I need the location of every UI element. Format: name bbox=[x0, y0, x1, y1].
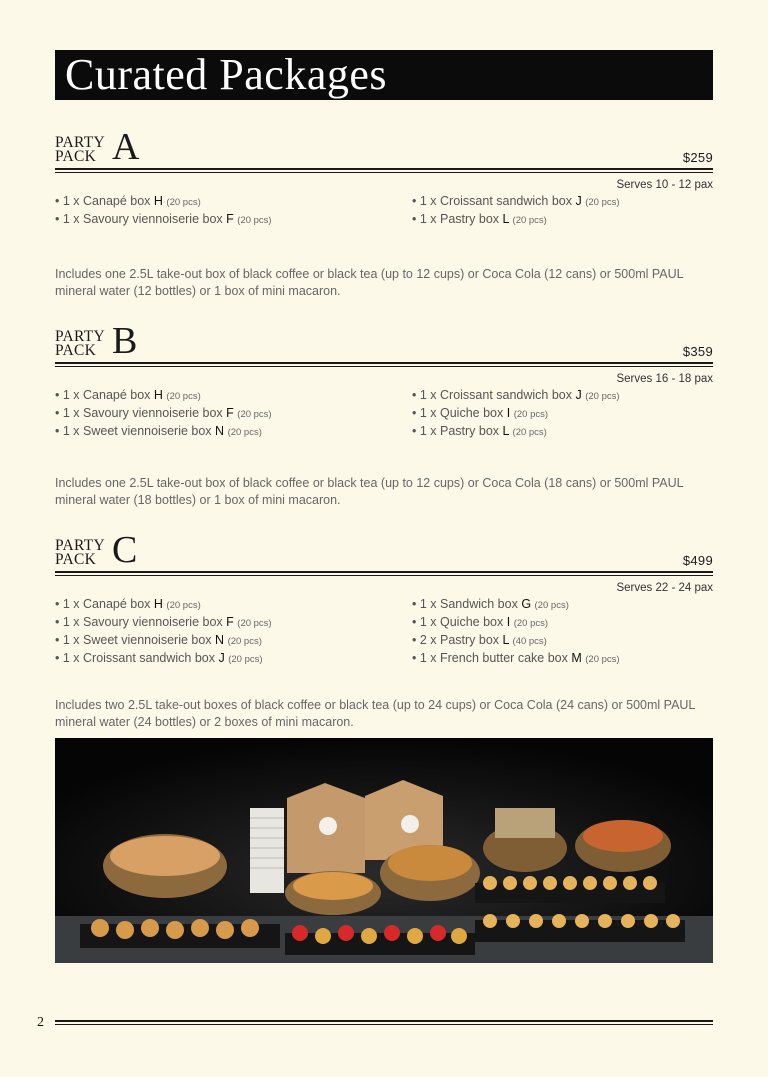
items-right-column bbox=[412, 596, 620, 668]
page-title: Curated Packages bbox=[65, 50, 387, 99]
list-item: • 1 x Quiche box I (20 pcs) bbox=[412, 406, 549, 420]
includes-text: Includes one 2.5L take-out box of black coffee or black tea (up to 12 cups) or Coca Cola (12 cans) or 500ml PAUL mineral water (12 bottles) or 1 box of mini macaron. bbox=[55, 267, 684, 298]
serves-text: Serves 16 - 18 pax bbox=[616, 373, 713, 385]
list-item: • 1 x Savoury viennoiserie box F (20 pcs) bbox=[55, 212, 272, 226]
list-item: • 1 x Canapé box H (20 pcs) bbox=[55, 597, 201, 611]
items-left-column bbox=[55, 387, 272, 441]
food-spread-illustration bbox=[55, 738, 713, 963]
items-left-column bbox=[55, 193, 272, 229]
items-right-column bbox=[412, 387, 620, 441]
list-item: • 1 x Savoury viennoiserie box F (20 pcs) bbox=[55, 615, 272, 629]
page-title-banner bbox=[55, 50, 713, 100]
pack-letter: B bbox=[112, 320, 138, 362]
serves-text: Serves 22 - 24 pax bbox=[616, 582, 713, 594]
pack-letter: C bbox=[112, 529, 138, 571]
list-item: • 1 x French butter cake box M (20 pcs) bbox=[412, 651, 620, 665]
list-item: • 1 x Croissant sandwich box J (20 pcs) bbox=[412, 388, 620, 402]
pack-word: PARTY PACK bbox=[55, 537, 105, 568]
page-number: 2 bbox=[37, 1015, 44, 1030]
pack-price: $259 bbox=[682, 150, 713, 165]
pack-price: $499 bbox=[682, 553, 713, 568]
pack-items bbox=[55, 596, 713, 672]
pack-items bbox=[55, 193, 713, 253]
list-item: • 1 x Croissant sandwich box J (20 pcs) bbox=[55, 651, 263, 665]
list-item: • 1 x Quiche box I (20 pcs) bbox=[412, 615, 549, 629]
pack-header bbox=[55, 320, 713, 362]
list-item: • 1 x Sweet viennoiserie box N (20 pcs) bbox=[55, 633, 262, 647]
list-item: • 1 x Canapé box H (20 pcs) bbox=[55, 194, 201, 208]
list-item: • 2 x Pastry box L (40 pcs) bbox=[412, 633, 547, 647]
items-left-column bbox=[55, 596, 272, 668]
footer-double-rule bbox=[55, 1020, 713, 1026]
serves-text: Serves 10 - 12 pax bbox=[616, 179, 713, 191]
party-pack-b bbox=[55, 320, 713, 507]
double-rule bbox=[55, 571, 713, 577]
includes-text: Includes one 2.5L take-out box of black coffee or black tea (up to 12 cups) or Coca Cola (18 cans) or 500ml PAUL mineral water (18 bottles) or 1 box of mini macaron. bbox=[55, 476, 684, 507]
list-item: • 1 x Sandwich box G (20 pcs) bbox=[412, 597, 569, 611]
list-item: • 1 x Pastry box L (20 pcs) bbox=[412, 424, 547, 438]
pack-header bbox=[55, 126, 713, 168]
double-rule bbox=[55, 168, 713, 174]
pack-word: PARTY PACK bbox=[55, 134, 105, 165]
pack-letter: A bbox=[112, 126, 140, 168]
list-item: • 1 x Savoury viennoiserie box F (20 pcs) bbox=[55, 406, 272, 420]
party-pack-c bbox=[55, 529, 713, 729]
list-item: • 1 x Croissant sandwich box J (20 pcs) bbox=[412, 194, 620, 208]
items-right-column bbox=[412, 193, 620, 229]
list-item: • 1 x Canapé box H (20 pcs) bbox=[55, 388, 201, 402]
pack-header bbox=[55, 529, 713, 571]
food-photo bbox=[55, 738, 713, 963]
pack-price: $359 bbox=[682, 344, 713, 359]
party-pack-a bbox=[55, 126, 713, 298]
list-item: • 1 x Pastry box L (20 pcs) bbox=[412, 212, 547, 226]
pack-word: PARTY PACK bbox=[55, 328, 105, 359]
includes-text: Includes two 2.5L take-out boxes of black coffee or black tea (up to 24 cups) or Coca Cola (24 cans) or 500ml PAUL mineral water (24 bottles) or 2 boxes of mini macaron. bbox=[55, 698, 695, 729]
list-item: • 1 x Sweet viennoiserie box N (20 pcs) bbox=[55, 424, 262, 438]
pack-items bbox=[55, 387, 713, 447]
double-rule bbox=[55, 362, 713, 368]
